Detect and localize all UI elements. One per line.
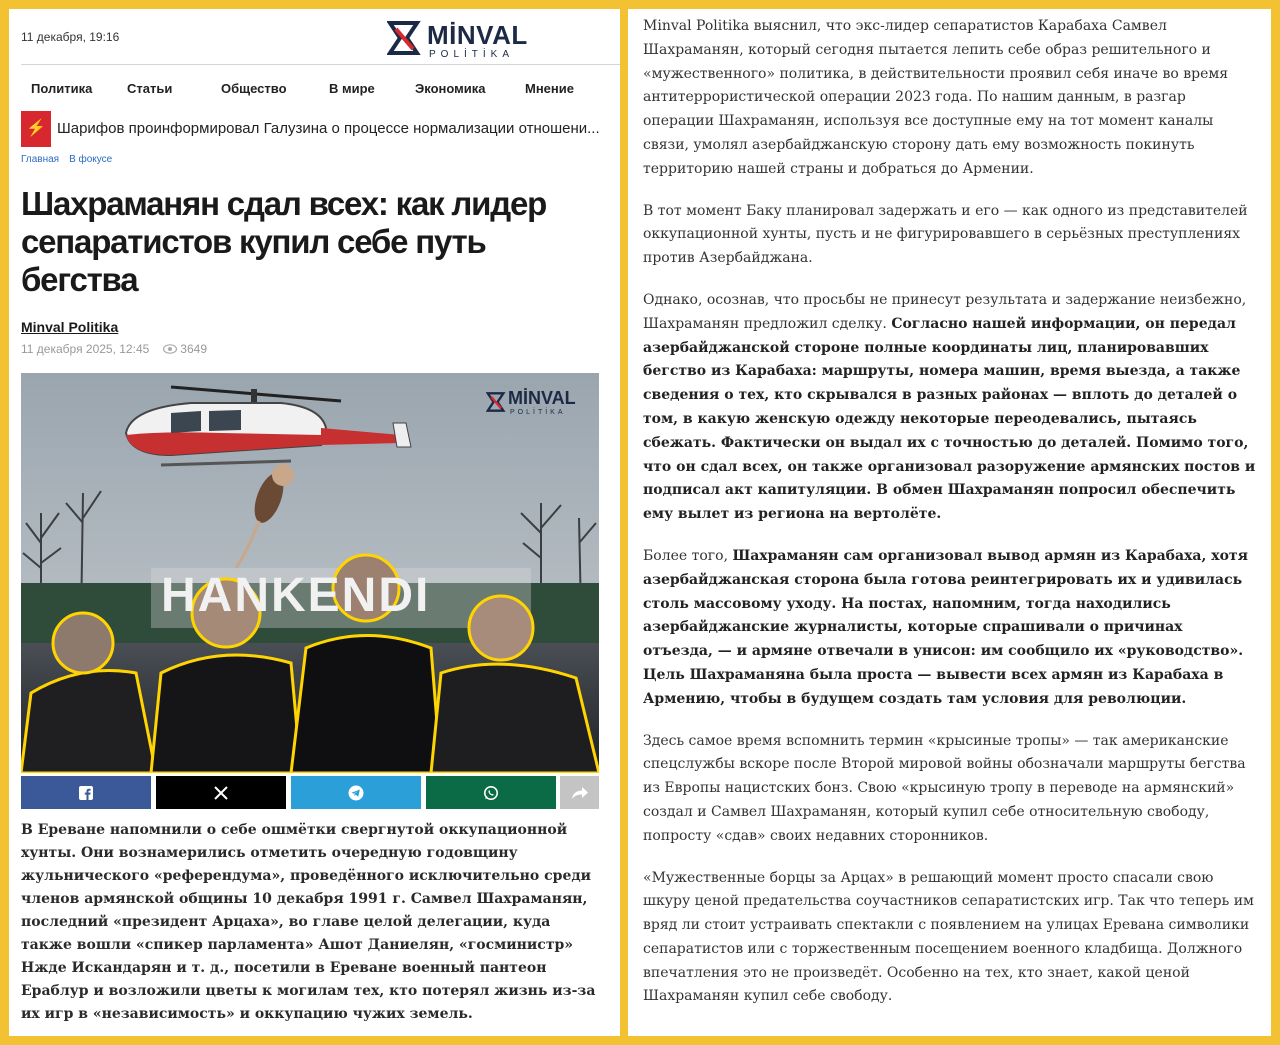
breadcrumb [21,154,122,165]
header-divider [21,64,620,65]
image-watermark-logo [486,388,586,420]
breadcrumb-home[interactable]: Главная [21,154,60,165]
header-datetime: 11 декабря, 19:16 [21,30,120,44]
text-span: Здесь самое время вспомнить термин «крысиные тропы» — так американские спецслужбы вскоре после Второй мировой войны обозначали маршруты бегства из Европы нацистских бонз. Свою «крысиную тропу в переводе на армянский» создал и Самвел Шахраманян, который купил себе относительную свободу, попросту «сдав» своих недавних сторонников. [643,732,1246,844]
hankendi-sign: HANKENDI [161,569,431,622]
nav-item-world[interactable]: В мире [329,81,375,96]
share-icon [571,786,589,800]
news-ticker[interactable] [21,111,620,147]
body-paragraph [643,15,1257,182]
logo-subtitle: POLİTİKA [429,49,515,60]
bold-text: Шахраманян сам организовал вывод армян из Карабаха, хотя азербайджанская сторона была готова реинтегрировать их и удивилась столь массовому уходу. На постах, напомним, тогда находились азербайджанские журналисты, которые спрашивали о причинах отъезда, — и армяне отвечали в унисон: им сообщило их «руководство». Цель Шахраманяна была проста — вывести всех армян из Карабаха в Армению, чтобы в будущем создать там условия для революции. [643,547,1248,707]
eye-icon [163,344,177,354]
text-span: Более того, [643,547,733,564]
site-logo[interactable] [387,19,547,63]
body-paragraph [643,730,1257,849]
article-meta [21,342,207,356]
nav-item-economy[interactable]: Экономика [415,81,486,96]
share-more-button[interactable] [560,776,599,809]
body-paragraph [643,867,1257,1010]
article-screenshot-panel [9,9,620,1036]
telegram-icon [348,785,364,801]
body-paragraph [643,200,1257,271]
nav-item-society[interactable]: Общество [221,81,287,96]
lightning-icon: ⚡ [21,111,51,147]
article-continuation-panel [628,9,1271,1036]
watermark-sub: POLİTİKA [510,409,566,416]
nav-item-articles[interactable]: Статьи [127,81,173,96]
share-x-button[interactable] [156,776,286,809]
share-bar [21,776,599,809]
body-paragraph [643,545,1257,712]
whatsapp-icon [483,785,499,801]
views-counter [163,342,207,356]
facebook-icon [79,786,93,800]
article-title: Шахраманян сдал всех: как лидер сепаратистов купил себе путь бегства [21,185,547,298]
nav-item-opinion[interactable]: Мнение [525,81,574,96]
bold-text: Согласно нашей информации, он передал азербайджанской стороне полные координаты лиц, планировавших бегство из Карабаха: маршруты, номера машин, время выезда, а также сведения о тех, кто скрывался в разных районах — вплоть до деталей о том, в какую женскую одежду некоторые переодевались, пытаясь сбежать. Фактически он выдал их с точностью до деталей. Помимо того, что он сдал всех, он также организовал разоружение армянских постов и подписал акт капитуляции. В обмен Шахраманян попросил обеспечить ему вылет из региона на вертолёте. [643,315,1256,523]
body-paragraph [643,289,1257,527]
article-body [643,15,1257,1009]
article-date: 11 декабря 2025, 12:45 [21,342,150,356]
breadcrumb-section[interactable]: В фокусе [69,154,113,165]
article-author[interactable]: Minval Politika [21,319,119,335]
share-facebook-button[interactable] [21,776,151,809]
article-image [21,373,599,773]
text-span: «Мужественные борцы за Арцах» в решающий момент просто спасали свою шкуру ценой предательства соучастников сепаратистских игр. Так что теперь им вряд ли стоит устраивать спектакли с появлением на улицах Еревана символики сепаратистов или с торжественным посещением военного кладбища. Должного впечатления это не произведёт. Особенно на тех, кто знает, какой ценой Шахраманян купил себе свободу. [643,869,1254,1005]
text-span: В тот момент Баку планировал задержать и его — как одного из представителей оккупационной хунты, пусть и не фигурировавшего в серьёзных преступлениях против Азербайджана. [643,202,1248,267]
logo-mark-icon [387,19,425,57]
logo-mark-icon [486,390,508,414]
main-nav [21,69,620,109]
views-count: 3649 [180,342,207,356]
nav-item-politics[interactable]: Политика [31,81,93,96]
article-lead: В Ереване напомнили о себе ошмётки свергнутой оккупационной хунты. Они вознамерились отметить очередную годовщину жульнического «референдума», проведённого исключительно среди членов армянской общины 10 декабря 1991 г. Самвел Шахраманян, последний «президент Арцаха», во главе целой делегации, куда также вошли «спикер парламента» Ашот Даниелян, «госминистр» Нжде Искандарян и т. д., посетили в Ереване военный пантеон Ераблур и возложили цветы к могилам тех, кто потерял жизнь из-за их игр в «независимость» и оккупацию чужих земель. [21,822,596,1022]
text-span: Однако, осознав, что просьбы не принесут результата и задержание неизбежно, Шахраманян предложил сделку. [643,291,1247,332]
share-telegram-button[interactable] [291,776,421,809]
ticker-text[interactable]: Шарифов проинформировал Галузина о процессе нормализации отношени... [57,120,600,137]
x-icon [214,786,228,800]
text-span: Minval Politika выяснил, что экс-лидер сепаратистов Карабаха Самвел Шахраманян, который сегодня пытается лепить себе образ решительного и «мужественного» политика, в действительности проявил себя иначе во время антитеррористической операции 2023 года. По нашим данным, в разгар операции Шахраманян, используя все доступные ему на тот момент каналы связи, умолял азербайджанскую сторону дать ему возможность покинуть территорию нашей страны и добраться до Армении. [643,18,1229,177]
share-whatsapp-button[interactable] [426,776,556,809]
logo-wordmark: MİNVAL [427,20,528,50]
watermark-word: MİNVAL [508,388,576,408]
site-header [9,9,620,67]
